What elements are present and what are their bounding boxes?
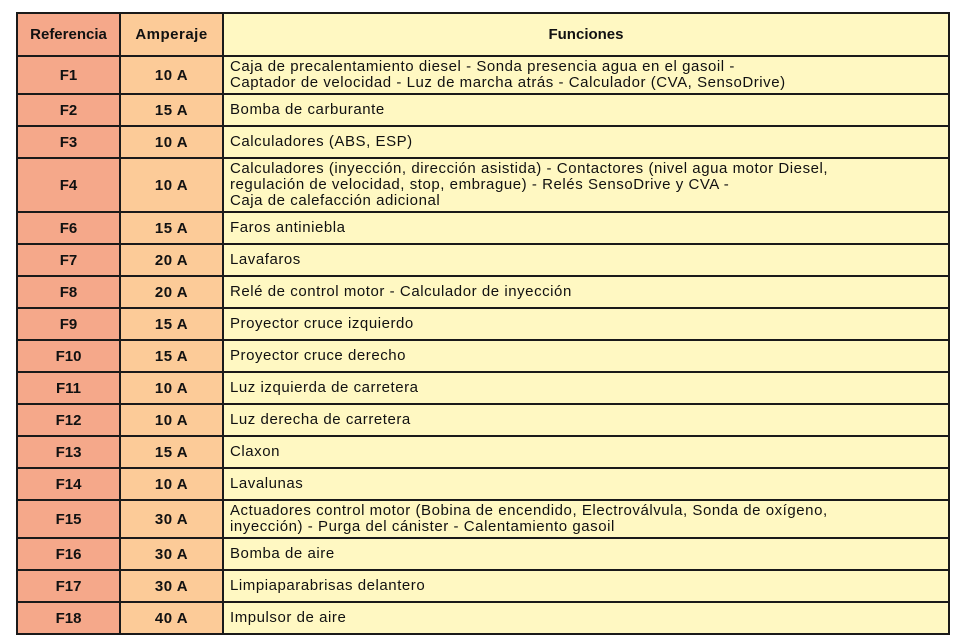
fuse-reference: F1 <box>17 56 120 94</box>
fuse-functions <box>223 276 949 308</box>
fuse-functions <box>223 158 949 212</box>
fuse-functions <box>223 126 949 158</box>
header-amperaje: Amperaje <box>120 13 223 56</box>
fuse-amperage: 15 A <box>120 212 223 244</box>
table-row <box>17 94 949 126</box>
fuse-amperage: 10 A <box>120 158 223 212</box>
fuse-reference: F3 <box>17 126 120 158</box>
function-line: Proyector cruce izquierdo <box>230 315 414 332</box>
fuse-functions <box>223 404 949 436</box>
function-line: Claxon <box>230 443 280 460</box>
fuse-reference: F15 <box>17 500 120 538</box>
table-row <box>17 276 949 308</box>
fuse-reference: F13 <box>17 436 120 468</box>
function-line: Faros antiniebla <box>230 219 346 236</box>
fuse-functions <box>223 372 949 404</box>
fuse-amperage: 40 A <box>120 602 223 634</box>
fuse-amperage: 10 A <box>120 56 223 94</box>
function-line: Actuadores control motor (Bobina de encendido, Electroválvula, Sonda de oxígeno, <box>230 502 828 519</box>
function-line: Captador de velocidad - Luz de marcha atrás - Calculador (CVA, SensoDrive) <box>230 74 786 91</box>
fuse-reference: F12 <box>17 404 120 436</box>
table-row <box>17 404 949 436</box>
function-line: Lavalunas <box>230 475 304 492</box>
fuse-amperage: 10 A <box>120 126 223 158</box>
table-row <box>17 436 949 468</box>
fuse-reference: F2 <box>17 94 120 126</box>
fuse-functions <box>223 436 949 468</box>
function-line: Bomba de aire <box>230 545 335 562</box>
fuse-amperage: 30 A <box>120 500 223 538</box>
fuse-amperage: 15 A <box>120 340 223 372</box>
fuse-amperage: 15 A <box>120 436 223 468</box>
header-row <box>17 13 949 56</box>
function-line: Proyector cruce derecho <box>230 347 407 364</box>
table-row <box>17 244 949 276</box>
table-row <box>17 340 949 372</box>
table-row <box>17 56 949 94</box>
table-row <box>17 372 949 404</box>
function-line: Calculadores (inyección, dirección asistida) - Contactores (nivel agua motor Diesel, <box>230 160 829 177</box>
fuse-reference: F10 <box>17 340 120 372</box>
function-line: inyección) - Purga del cánister - Calentamiento gasoil <box>230 518 615 535</box>
fuse-reference: F9 <box>17 308 120 340</box>
fuse-functions <box>223 468 949 500</box>
fuse-reference: F18 <box>17 602 120 634</box>
table-row <box>17 158 949 212</box>
fuse-functions <box>223 340 949 372</box>
table-row <box>17 468 949 500</box>
fuse-reference: F11 <box>17 372 120 404</box>
function-line: Luz derecha de carretera <box>230 411 411 428</box>
function-line: Caja de precalentamiento diesel - Sonda presencia agua en el gasoil - <box>230 58 735 75</box>
fuse-functions <box>223 94 949 126</box>
fuse-reference: F16 <box>17 538 120 570</box>
function-line: Relé de control motor - Calculador de inyección <box>230 283 572 300</box>
fuse-reference: F6 <box>17 212 120 244</box>
fuse-functions <box>223 56 949 94</box>
table-row <box>17 126 949 158</box>
table-row <box>17 212 949 244</box>
function-line: Calculadores (ABS, ESP) <box>230 133 413 150</box>
fuse-amperage: 10 A <box>120 404 223 436</box>
fuse-table <box>16 12 950 635</box>
function-line: Limpiaparabrisas delantero <box>230 577 426 594</box>
function-line: Bomba de carburante <box>230 101 385 118</box>
fuse-amperage: 20 A <box>120 244 223 276</box>
fuse-functions <box>223 308 949 340</box>
table-row <box>17 538 949 570</box>
fuse-amperage: 20 A <box>120 276 223 308</box>
table-row <box>17 308 949 340</box>
fuse-amperage: 30 A <box>120 538 223 570</box>
fuse-reference: F4 <box>17 158 120 212</box>
fuse-reference: F8 <box>17 276 120 308</box>
fuse-amperage: 10 A <box>120 468 223 500</box>
fuse-reference: F14 <box>17 468 120 500</box>
function-line: Luz izquierda de carretera <box>230 379 419 396</box>
function-line: Lavafaros <box>230 251 301 268</box>
function-line: regulación de velocidad, stop, embrague) - Relés SensoDrive y CVA - <box>230 176 730 193</box>
fuse-amperage: 10 A <box>120 372 223 404</box>
fuse-amperage: 15 A <box>120 94 223 126</box>
fuse-functions <box>223 500 949 538</box>
fuse-functions <box>223 212 949 244</box>
fuse-functions <box>223 244 949 276</box>
fuse-amperage: 15 A <box>120 308 223 340</box>
fuse-functions <box>223 570 949 602</box>
table-row <box>17 570 949 602</box>
header-funciones: Funciones <box>223 13 949 56</box>
fuse-functions <box>223 538 949 570</box>
function-line: Impulsor de aire <box>230 609 347 626</box>
table-row <box>17 602 949 634</box>
table-row <box>17 500 949 538</box>
fuse-functions <box>223 602 949 634</box>
header-referencia: Referencia <box>17 13 120 56</box>
fuse-reference: F7 <box>17 244 120 276</box>
fuse-amperage: 30 A <box>120 570 223 602</box>
fuse-reference: F17 <box>17 570 120 602</box>
function-line: Caja de calefacción adicional <box>230 192 441 209</box>
